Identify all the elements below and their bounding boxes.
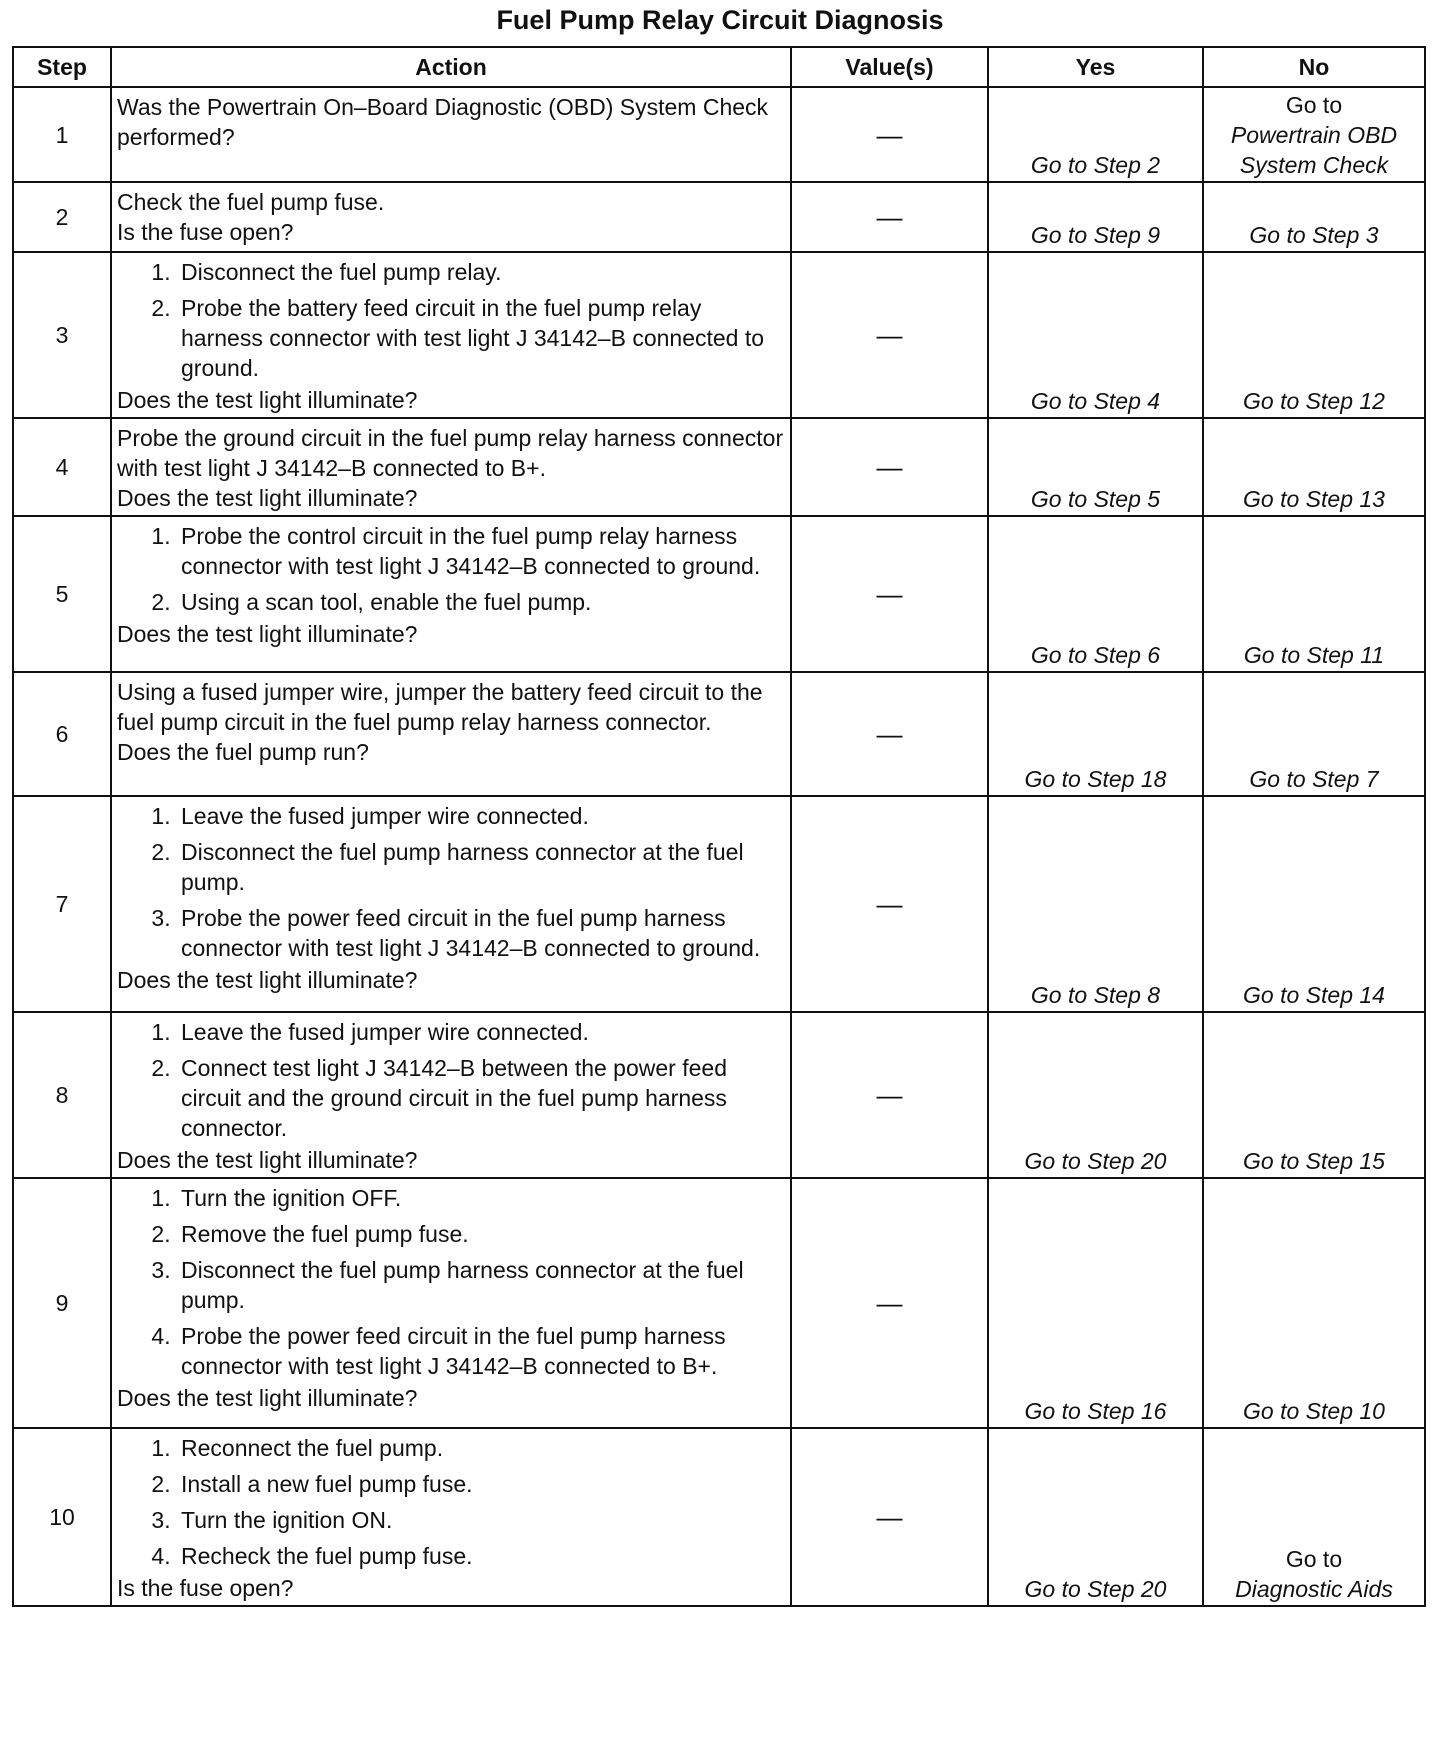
action-step-item: 1. Reconnect the fuel pump. [177, 1433, 784, 1463]
no-action [1203, 516, 1425, 672]
action-cell [111, 1178, 791, 1428]
table-row [13, 1178, 1425, 1428]
action-step-item: 3. Turn the ignition ON. [177, 1505, 784, 1535]
yes-action: Go to Step 20 [988, 1012, 1203, 1178]
action-question: Does the test light illuminate? [117, 485, 418, 511]
value-cell: — [791, 796, 988, 1012]
no-action-prefix: Go to [1285, 1546, 1343, 1572]
value-cell: — [791, 182, 988, 252]
action-step-item: 3. Probe the power feed circuit in the fuel pump harness connector with test light J 34142–B connected to ground. [177, 903, 784, 963]
yes-action: Go to Step 20 [988, 1428, 1203, 1606]
table-row [13, 516, 1425, 672]
step-number: 1 [13, 87, 111, 182]
header-values: Value(s) [791, 47, 988, 87]
action-question: Does the test light illuminate? [117, 1385, 418, 1411]
header-no: No [1203, 47, 1425, 87]
yes-action: Go to Step 2 [988, 87, 1203, 182]
table-header-row [13, 47, 1425, 87]
action-steps-list [117, 257, 784, 383]
action-question: Does the test light illuminate? [117, 967, 418, 993]
step-number: 2 [13, 182, 111, 252]
table-row [13, 672, 1425, 796]
action-step-item: 1. Leave the fused jumper wire connected. [177, 1017, 784, 1047]
step-number: 10 [13, 1428, 111, 1606]
value-cell: — [791, 252, 988, 418]
yes-action: Go to Step 9 [988, 182, 1203, 252]
no-action [1203, 87, 1425, 182]
step-number: 8 [13, 1012, 111, 1178]
no-action-target: Go to Step 11 [1243, 642, 1385, 668]
action-step-item: 4. Recheck the fuel pump fuse. [177, 1541, 784, 1571]
action-cell [111, 672, 791, 796]
page-title: Fuel Pump Relay Circuit Diagnosis [496, 5, 944, 35]
yes-action: Go to Step 5 [988, 418, 1203, 516]
no-action [1203, 1428, 1425, 1606]
no-action [1203, 796, 1425, 1012]
header-step: Step [13, 47, 111, 87]
table-row [13, 182, 1425, 252]
table-row [13, 252, 1425, 418]
yes-action: Go to Step 4 [988, 252, 1203, 418]
action-cell [111, 87, 791, 182]
action-step-item: 2. Probe the battery feed circuit in the fuel pump relay harness connector with test light J 34142–B connected to ground. [177, 293, 784, 383]
action-steps-list [117, 1017, 784, 1143]
action-step-item: 1. Leave the fused jumper wire connected. [177, 801, 784, 831]
action-step-item: 3. Disconnect the fuel pump harness connector at the fuel pump. [177, 1255, 784, 1315]
action-steps-list [117, 1183, 784, 1381]
action-cell [111, 1428, 791, 1606]
action-step-item: 2. Disconnect the fuel pump harness connector at the fuel pump. [177, 837, 784, 897]
value-cell: — [791, 1012, 988, 1178]
no-action [1203, 182, 1425, 252]
no-action-target: Go to Step 13 [1243, 486, 1385, 512]
action-step-item: 2. Remove the fuel pump fuse. [177, 1219, 784, 1249]
header-action: Action [111, 47, 791, 87]
step-number: 4 [13, 418, 111, 516]
yes-action: Go to Step 16 [988, 1178, 1203, 1428]
step-number: 9 [13, 1178, 111, 1428]
action-question: Does the test light illuminate? [117, 387, 418, 413]
action-text: Check the fuel pump fuse. [117, 189, 385, 215]
value-cell: — [791, 87, 988, 182]
step-number: 3 [13, 252, 111, 418]
action-cell [111, 418, 791, 516]
action-cell [111, 516, 791, 672]
no-action-target: Go to Step 14 [1243, 982, 1385, 1008]
value-cell: — [791, 1178, 988, 1428]
action-text: Probe the ground circuit in the fuel pump relay harness connector with test light J 34142–B connected to B+. [117, 425, 784, 481]
no-action [1203, 418, 1425, 516]
action-step-item: 2. Install a new fuel pump fuse. [177, 1469, 784, 1499]
value-cell: — [791, 418, 988, 516]
no-action [1203, 252, 1425, 418]
action-cell [111, 796, 791, 1012]
action-cell [111, 252, 791, 418]
no-action-target: Go to Step 3 [1249, 222, 1379, 248]
action-steps-list [117, 521, 784, 617]
no-action-target: Powertrain OBD System Check [1230, 122, 1398, 178]
action-question: Is the fuse open? [117, 1575, 294, 1601]
action-question: Does the fuel pump run? [117, 739, 369, 765]
step-number: 7 [13, 796, 111, 1012]
no-action-target: Go to Step 15 [1243, 1148, 1385, 1174]
action-step-item: 1. Turn the ignition OFF. [177, 1183, 784, 1213]
action-step-item: 2. Using a scan tool, enable the fuel pump. [177, 587, 784, 617]
action-cell [111, 1012, 791, 1178]
action-step-item: 1. Disconnect the fuel pump relay. [177, 257, 784, 287]
table-row [13, 796, 1425, 1012]
action-text: Was the Powertrain On–Board Diagnostic (OBD) System Check performed? [117, 94, 769, 150]
step-number: 6 [13, 672, 111, 796]
no-action-target: Diagnostic Aids [1235, 1576, 1393, 1602]
no-action [1203, 1178, 1425, 1428]
action-question: Does the test light illuminate? [117, 621, 418, 647]
table-row [13, 418, 1425, 516]
value-cell: — [791, 672, 988, 796]
yes-action: Go to Step 18 [988, 672, 1203, 796]
yes-action: Go to Step 6 [988, 516, 1203, 672]
table-row [13, 1428, 1425, 1606]
header-yes: Yes [988, 47, 1203, 87]
action-step-item: 1. Probe the control circuit in the fuel pump relay harness connector with test light J 34142–B connected to ground. [177, 521, 784, 581]
no-action [1203, 672, 1425, 796]
action-cell [111, 182, 791, 252]
action-step-item: 2. Connect test light J 34142–B between the power feed circuit and the ground circuit in the fuel pump harness connector. [177, 1053, 784, 1143]
action-steps-list [117, 801, 784, 963]
diagnosis-table [12, 46, 1426, 1607]
step-number: 5 [13, 516, 111, 672]
no-action-target: Go to Step 7 [1249, 766, 1379, 792]
value-cell: — [791, 516, 988, 672]
no-action-target: Go to Step 10 [1243, 1398, 1385, 1424]
value-cell: — [791, 1428, 988, 1606]
table-row [13, 87, 1425, 182]
action-step-item: 4. Probe the power feed circuit in the fuel pump harness connector with test light J 34142–B connected to B+. [177, 1321, 784, 1381]
no-action-target: Go to Step 12 [1243, 388, 1385, 414]
action-text: Using a fused jumper wire, jumper the battery feed circuit to the fuel pump circuit in the fuel pump relay harness connector. [117, 679, 763, 735]
action-question: Does the test light illuminate? [117, 1147, 418, 1173]
table-row [13, 1012, 1425, 1178]
action-steps-list [117, 1433, 784, 1571]
yes-action: Go to Step 8 [988, 796, 1203, 1012]
no-action-prefix: Go to [1285, 92, 1343, 118]
no-action [1203, 1012, 1425, 1178]
action-question: Is the fuse open? [117, 219, 294, 245]
